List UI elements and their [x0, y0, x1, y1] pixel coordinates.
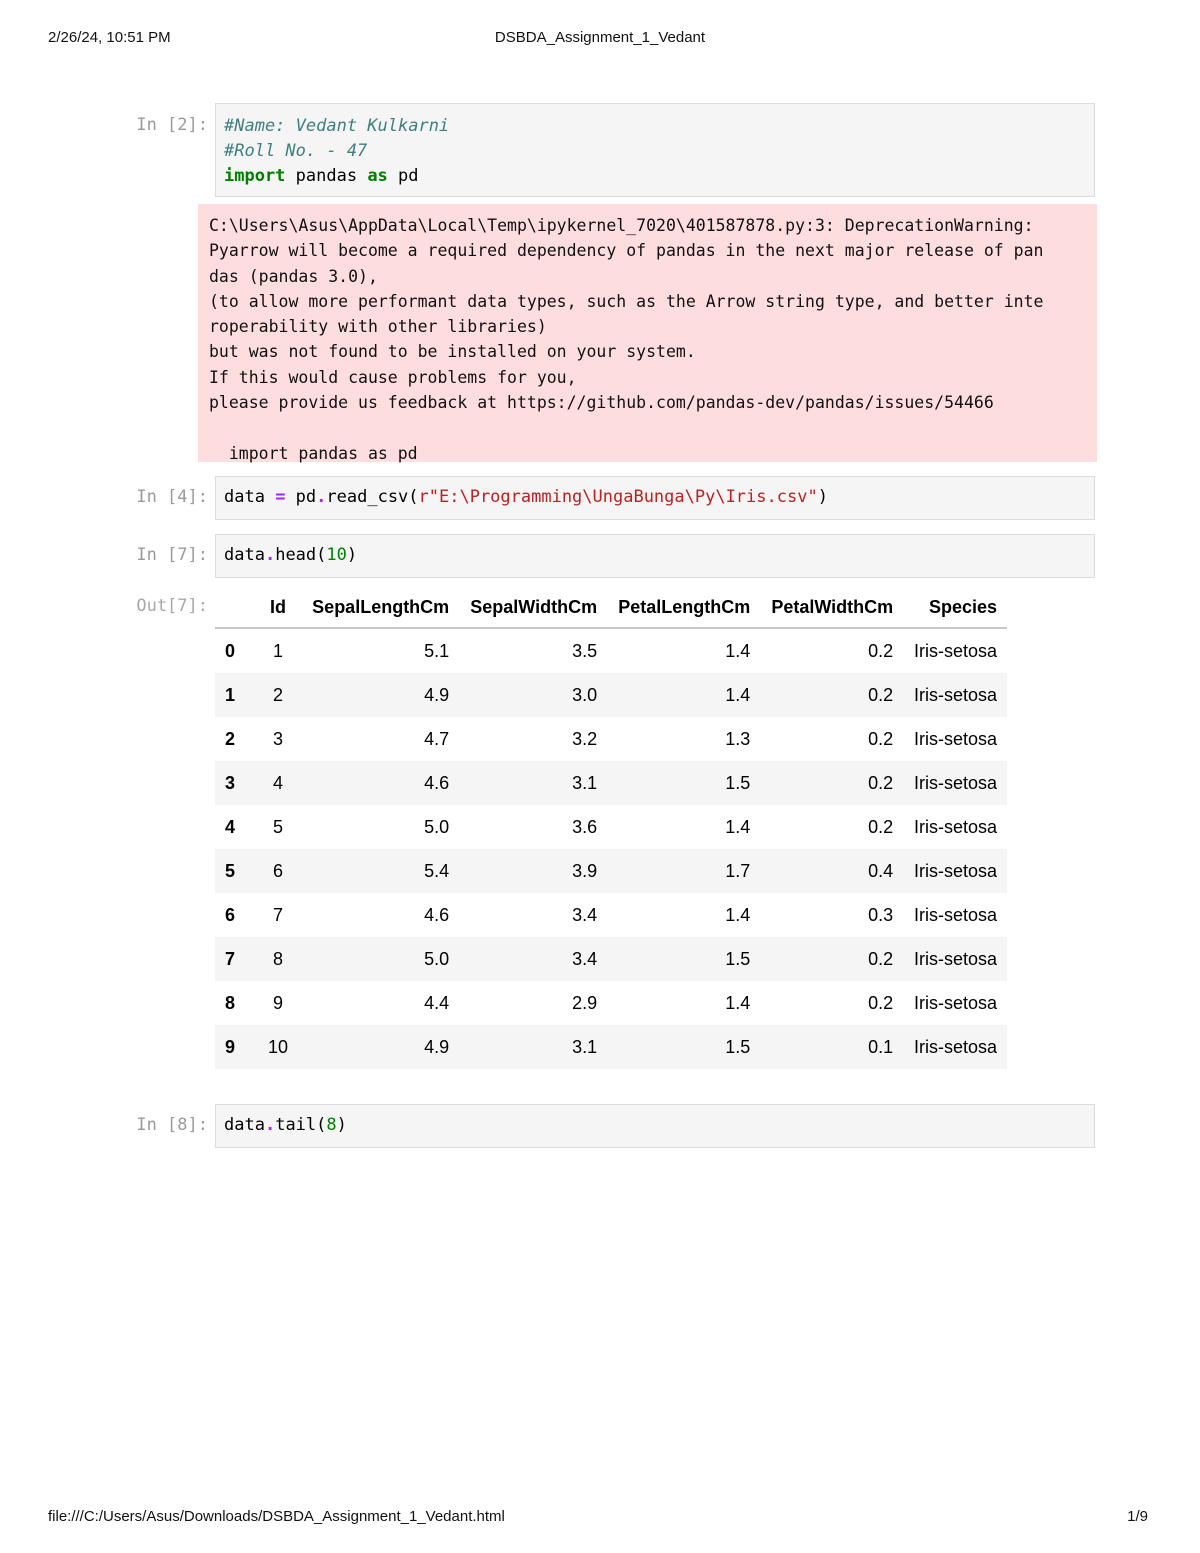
cell-species: Iris-setosa — [913, 860, 997, 881]
input-prompt: In [2]: — [136, 115, 208, 135]
warning-line: das (pandas 3.0), — [209, 266, 378, 286]
warning-line — [209, 415, 1087, 440]
code-cell-tail[interactable] — [215, 1104, 1095, 1148]
warning-line: but was not found to be installed on your system. — [209, 342, 696, 362]
code-text: ) — [817, 487, 828, 507]
row-index: 7 — [225, 948, 236, 969]
cell-sepal-width: 3.9 — [572, 860, 598, 881]
cell-petal-width: 0.2 — [868, 772, 894, 793]
code-comment: #Name: Vedant Kulkarni — [224, 116, 450, 136]
warning-line: please provide us feedback at https://github.com/pandas-dev/pandas/issues/54466 — [209, 393, 994, 413]
code-text: ) — [336, 1115, 347, 1135]
cell-sepal-length: 4.9 — [424, 1036, 450, 1057]
cell-petal-width: 0.2 — [868, 684, 894, 705]
input-prompt: In [4]: — [136, 487, 208, 507]
cell-sepal-length: 5.1 — [424, 640, 450, 661]
row-index: 5 — [225, 860, 236, 881]
code-text: data — [224, 545, 265, 565]
cell-species: Iris-setosa — [913, 1036, 997, 1057]
table-row — [215, 1025, 1007, 1069]
code-text: pandas — [285, 166, 368, 186]
cell-sepal-width: 3.0 — [572, 684, 598, 705]
cell-species: Iris-setosa — [913, 904, 997, 925]
row-index: 4 — [225, 816, 236, 837]
cell-id: 2 — [272, 684, 283, 705]
cell-id: 6 — [272, 860, 283, 881]
column-header: PetalWidthCm — [760, 588, 903, 628]
print-datetime: 2/26/24, 10:51 PM — [48, 29, 171, 46]
table-row — [215, 673, 1007, 717]
code-text: tail( — [275, 1115, 327, 1135]
cell-species: Iris-setosa — [913, 684, 997, 705]
cell-sepal-width: 3.2 — [572, 728, 598, 749]
code-string: r"E:\Programming\UngaBunga\Py\Iris.csv" — [418, 487, 818, 507]
cell-petal-length: 1.7 — [725, 860, 751, 881]
column-header: Species — [903, 588, 1007, 628]
cell-petal-width: 0.1 — [868, 1036, 894, 1057]
cell-id: 1 — [272, 640, 283, 661]
cell-petal-width: 0.3 — [868, 904, 894, 925]
cell-petal-width: 0.2 — [868, 816, 894, 837]
column-header: SepalLengthCm — [301, 588, 459, 628]
code-keyword: as — [367, 166, 388, 186]
cell-petal-length: 1.4 — [725, 816, 751, 837]
cell-sepal-width: 3.4 — [572, 948, 598, 969]
cell-id: 9 — [272, 992, 283, 1013]
cell-sepal-width: 3.1 — [572, 772, 598, 793]
table-row — [215, 937, 1007, 981]
column-header: Id — [255, 588, 301, 628]
column-header: SepalWidthCm — [459, 588, 607, 628]
cell-petal-width: 0.2 — [868, 728, 894, 749]
code-text: head( — [275, 545, 327, 565]
code-operator: . — [264, 1115, 276, 1135]
code-cell-read-csv[interactable] — [215, 476, 1095, 520]
cell-petal-width: 0.2 — [868, 948, 894, 969]
column-header: PetalLengthCm — [607, 588, 760, 628]
warning-line: (to allow more performant data types, such as the Arrow string type, and better inte — [209, 291, 1044, 311]
cell-id: 3 — [272, 728, 283, 749]
cell-id: 7 — [272, 904, 283, 925]
code-text: ) — [346, 545, 358, 565]
table-row — [215, 761, 1007, 805]
cell-sepal-width: 3.5 — [572, 640, 598, 661]
cell-petal-length: 1.4 — [725, 640, 751, 661]
row-index: 9 — [225, 1036, 236, 1057]
cell-sepal-length: 5.4 — [424, 860, 450, 881]
code-text: pd — [387, 166, 419, 186]
code-cell-import[interactable] — [215, 103, 1095, 197]
row-index: 0 — [225, 640, 236, 661]
code-comment: #Roll No. - 47 — [224, 141, 368, 161]
cell-sepal-width: 2.9 — [572, 992, 598, 1013]
cell-petal-length: 1.4 — [725, 684, 751, 705]
column-header-index — [215, 588, 255, 628]
row-index: 3 — [225, 772, 236, 793]
code-text: data — [224, 487, 276, 507]
cell-id: 8 — [272, 948, 283, 969]
code-number: 8 — [326, 1115, 337, 1135]
table-header-row — [215, 588, 1007, 628]
table-row — [215, 893, 1007, 937]
code-number: 10 — [326, 545, 347, 565]
cell-petal-length: 1.5 — [725, 1036, 751, 1057]
cell-id: 10 — [267, 1036, 289, 1057]
row-index: 1 — [225, 684, 236, 705]
table-row — [215, 981, 1007, 1025]
table-row — [215, 849, 1007, 893]
document-title: DSBDA_Assignment_1_Vedant — [494, 29, 706, 46]
cell-sepal-length: 4.6 — [424, 904, 450, 925]
cell-species: Iris-setosa — [913, 728, 997, 749]
cell-id: 4 — [272, 772, 283, 793]
cell-petal-length: 1.5 — [725, 772, 751, 793]
row-index: 2 — [225, 728, 236, 749]
code-text: data — [224, 1115, 265, 1135]
cell-petal-width: 0.2 — [868, 640, 894, 661]
table-row — [215, 628, 1007, 673]
cell-petal-length: 1.3 — [725, 728, 751, 749]
table-row — [215, 805, 1007, 849]
input-prompt: In [7]: — [136, 545, 208, 565]
cell-petal-length: 1.4 — [725, 992, 751, 1013]
table-row — [215, 717, 1007, 761]
warning-line: Pyarrow will become a required dependency of pandas in the next major release of pan — [209, 241, 1044, 261]
file-path: file:///C:/Users/Asus/Downloads/DSBDA_Assignment_1_Vedant.html — [48, 1508, 505, 1525]
code-operator: = — [275, 487, 286, 507]
cell-petal-length: 1.5 — [725, 948, 751, 969]
code-operator: . — [264, 545, 276, 565]
cell-sepal-length: 4.6 — [424, 772, 450, 793]
cell-sepal-length: 4.7 — [424, 728, 450, 749]
stderr-warning-output — [198, 204, 1097, 462]
row-index: 6 — [225, 904, 236, 925]
cell-species: Iris-setosa — [913, 640, 997, 661]
output-prompt: Out[7]: — [136, 596, 208, 616]
code-text: read_csv( — [326, 487, 419, 507]
cell-id: 5 — [272, 816, 283, 837]
warning-line: C:\Users\Asus\AppData\Local\Temp\ipykernel_7020\401587878.py:3: DeprecationWarning: — [209, 216, 1034, 235]
code-cell-head[interactable] — [215, 534, 1095, 578]
cell-petal-length: 1.4 — [725, 904, 751, 925]
cell-sepal-length: 4.4 — [424, 992, 450, 1013]
code-keyword: import — [224, 166, 286, 186]
cell-petal-width: 0.4 — [868, 860, 894, 881]
cell-sepal-width: 3.4 — [572, 904, 598, 925]
warning-line: If this would cause problems for you, — [209, 367, 577, 387]
cell-species: Iris-setosa — [913, 948, 997, 969]
input-prompt: In [8]: — [136, 1115, 208, 1135]
dataframe-table — [215, 588, 1007, 1069]
warning-line: import pandas as pd — [209, 443, 418, 463]
cell-sepal-length: 5.0 — [424, 948, 450, 969]
page-number: 1/9 — [1127, 1508, 1148, 1525]
row-index: 8 — [225, 992, 236, 1013]
warning-line: roperability with other libraries) — [209, 317, 547, 337]
cell-sepal-length: 5.0 — [424, 816, 450, 837]
cell-species: Iris-setosa — [913, 816, 997, 837]
cell-sepal-width: 3.6 — [572, 816, 598, 837]
cell-species: Iris-setosa — [913, 992, 997, 1013]
code-operator: . — [316, 487, 327, 507]
code-text: pd — [285, 487, 317, 507]
cell-sepal-width: 3.1 — [572, 1036, 598, 1057]
cell-sepal-length: 4.9 — [424, 684, 450, 705]
cell-petal-width: 0.2 — [868, 992, 894, 1013]
cell-species: Iris-setosa — [913, 772, 997, 793]
